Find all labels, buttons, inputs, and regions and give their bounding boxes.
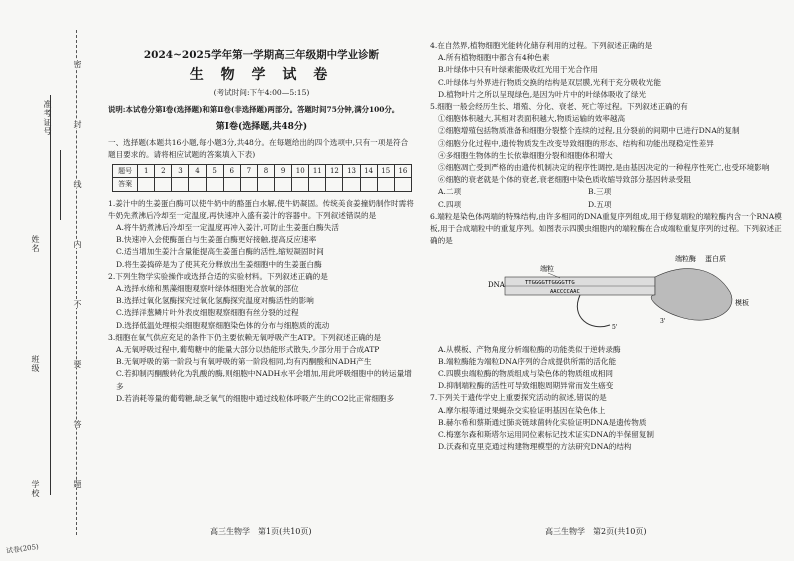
answer-cell[interactable] [240, 178, 257, 191]
telomerase-label: 端粒酶 [675, 255, 696, 264]
option-d: D.选择低温处理根尖细胞观察细胞染色体的分布与细胞质的流动 [116, 320, 330, 330]
table-cell: 9 [275, 165, 292, 178]
answer-cell[interactable] [223, 178, 240, 191]
question-7 [430, 392, 785, 453]
table-cell: 12 [326, 165, 343, 178]
option-b: B.端粒酶能为端粒DNA序列的合成提供所需的活化能 [438, 356, 617, 366]
answer-cell[interactable] [155, 178, 172, 191]
option-a: A.将牛奶煮沸后冷却至一定温度再冲入姜汁,可防止生姜蛋白酶失活 [116, 223, 339, 233]
answer-cell[interactable] [377, 178, 394, 191]
table-cell: 10 [292, 165, 309, 178]
option-d: D.植物叶片之所以呈现绿色,是因为叶片中的叶绿体吸收了绿光 [438, 89, 647, 99]
name-label: 姓名 [31, 235, 40, 253]
option-a: A.所有植物细胞中都含有4种色素 [438, 53, 550, 63]
option-c: C.若抑制丙酮酸转化为乳酸的酶,则细胞中NADH水平会增加,用此呼吸细胞中的转运量增多 [116, 369, 412, 391]
cut-char-1: 密 [73, 60, 82, 68]
question-stem: 6.端粒是染色体两端的特殊结构,由许多相同的DNA重复序列组成,用于修复端粒的端粒酶内含一个RNA模板,用于合成端粒中的重复序列。如图表示四膜虫细胞内的端粒酶在合成端粒重复序列的过程。下列叙述正确的是 [430, 211, 782, 246]
template-label: 模板 [735, 299, 749, 308]
question-stem: 7.下列关于遗传学史上重要探究活动的叙述,错误的是 [430, 393, 607, 403]
answer-cell[interactable] [189, 178, 206, 191]
cut-char-2: 封 [73, 120, 82, 128]
cut-char-8: 题 [73, 480, 82, 488]
statement-4: ④多细胞生物体的生长依靠细胞分裂和细胞体积增大 [438, 150, 613, 160]
choice-row-2 [430, 199, 785, 211]
section-title: 第Ⅰ卷(选择题,共48分) [215, 121, 308, 132]
option-b: B.选择过氧化氢酶探究过氧化氢酶探究温度对酶活性的影响 [116, 296, 314, 306]
question-6 [430, 211, 785, 393]
protein-label: 蛋白质 [705, 255, 726, 264]
answer-cell[interactable] [309, 178, 326, 191]
choice-c: C.四项 [438, 199, 462, 209]
seal-cut-line [76, 30, 77, 535]
info-line [50, 95, 51, 495]
option-c: C.适当增加生姜汁含量能提高生姜蛋白酶的活性,缩短凝固时间 [116, 247, 324, 257]
table-cell: 7 [240, 165, 257, 178]
option-b: B.叶绿体中只有叶绿素能吸收红光用于光合作用 [438, 65, 598, 75]
option-b: B.赫尔希和蔡斯通过肺炎链球菌转化实验证明DNA是遗传物质 [438, 417, 647, 427]
answer-table-answer-row [113, 178, 412, 191]
question-4 [430, 40, 785, 101]
answer-cell[interactable] [343, 178, 360, 191]
footer-right: 高三生物学 第2页(共10页) [545, 527, 647, 536]
question-1 [108, 198, 415, 271]
table-cell: 15 [377, 165, 394, 178]
exam-time: (考试时间:下午4:00—5:15) [213, 88, 310, 98]
option-a: A.摩尔根等通过果蝇杂交实验证明基因在染色体上 [438, 405, 606, 415]
table-cell: 6 [223, 165, 240, 178]
instructions: 说明:本试卷分第Ⅰ卷(选择题)和第Ⅱ卷(非选择题)两部分。答题时间75分钟,满分100分。 [108, 104, 400, 114]
table-cell: 11 [309, 165, 326, 178]
question-stem: 3.细胞在氧气供应充足的条件下仍主要依赖无氧呼吸产生ATP。下列叙述正确的是 [108, 332, 382, 342]
sequence-top: TTGGGGTTGGGGTTG [525, 280, 575, 287]
prime-5-label: 5' [612, 324, 618, 332]
statement-2: ②细胞增殖包括物质准备和细胞分裂整个连续的过程,且分裂前的间期中已进行DNA的复制 [438, 126, 740, 136]
statement-6: ⑥细胞的衰老就是个体的衰老,衰老细胞中染色质收缩导致部分基因转录受阻 [438, 175, 692, 185]
cut-char-5: 不 [73, 300, 82, 308]
table-header-number: 题号 [113, 165, 138, 178]
dna-label: DNA [488, 281, 505, 290]
question-3 [108, 332, 415, 405]
option-d: D.将生姜捣碎是为了使其充分释放出生姜细胞中的生姜蛋白酶 [116, 259, 322, 269]
question-5 [430, 101, 785, 211]
answer-cell[interactable] [257, 178, 274, 191]
answer-cell[interactable] [172, 178, 189, 191]
answer-cell[interactable] [138, 178, 155, 191]
option-a: A.无氧呼吸过程中,葡萄糖中的能量大部分以热能形式散失,少部分用于合成ATP [116, 345, 380, 355]
cut-char-7: 答 [73, 420, 82, 428]
prime-3-label: 3' [660, 318, 666, 326]
answer-table-number-row [113, 165, 412, 178]
telomerase-body [651, 269, 732, 321]
option-b: B.快速冲入会使酶蛋白与生姜蛋白酶更好接触,提高反应速率 [116, 235, 317, 245]
cut-char-3: 线 [73, 180, 82, 188]
table-cell: 14 [360, 165, 377, 178]
table-cell: 16 [394, 165, 411, 178]
binding-margin [0, 0, 100, 561]
answer-cell[interactable] [275, 178, 292, 191]
corner-note: 试卷(205) [5, 542, 40, 556]
answer-cell[interactable] [360, 178, 377, 191]
option-c: C.梅塞尔森和斯塔尔运用同位素标记技术证实DNA的半保留复制 [438, 430, 655, 440]
option-a: A.选择水绵和黑藻细胞观察叶绿体细胞光合放氧的部位 [116, 284, 299, 294]
option-c: C.叶绿体与外界进行物质交换的结构是双层膜,光利于充分吸收光能 [438, 77, 661, 87]
table-header-answer: 答案 [113, 178, 138, 191]
school-label: 学校 [31, 480, 40, 498]
cut-char-6: 要 [73, 360, 82, 368]
statement-1: ①细胞体积越大,其相对表面积越大,物质运输的效率越高 [438, 114, 626, 124]
subject-title: 生 物 学 试 卷 [189, 67, 334, 84]
answer-table [112, 164, 412, 191]
choice-a: A.二项 [438, 187, 462, 197]
table-cell: 2 [155, 165, 172, 178]
answer-cell[interactable] [326, 178, 343, 191]
statement-3: ③细胞分化过程中,遗传物质发生改变导致细胞的形态、结构和功能出现稳定性差异 [438, 138, 714, 148]
exam-title: 2024~2025学年第一学期高三年级期中学业诊断 [143, 49, 380, 61]
table-cell: 1 [138, 165, 155, 178]
class-label: 班级 [31, 355, 40, 373]
section-intro: 一、选择题(本题共16小题,每小题3分,共48分。在每题给出的四个选项中,只有一项是符合题目要求的。请将相应试题的答案填入下表) [108, 137, 409, 160]
choice-b: B.三项 [588, 187, 612, 197]
option-d: D.若消耗等量的葡萄糖,缺乏氧气的细胞中通过线粒体呼吸产生的CO2比正常细胞多 [116, 393, 395, 403]
question-stem: 4.在自然界,植物细胞光能转化储存利用的过程。下列叙述正确的是 [430, 41, 653, 50]
exam-no-label: 准考证号 [43, 100, 52, 136]
choice-d: D.五项 [588, 199, 612, 209]
choice-row-1 [430, 186, 785, 198]
question-stem: 1.姜汁中的生姜蛋白酶可以使牛奶中的酪蛋白水解,使牛奶凝固。传统美食姜撞奶制作时需将牛奶先煮沸后冷却至一定温度,再快速冲入盛有姜汁的容器中。下列叙述错误的是 [108, 198, 414, 220]
cut-char-4: 内 [73, 240, 82, 248]
table-cell: 8 [257, 165, 274, 178]
option-d: D.沃森和克里克通过构建物理模型的方法研究DNA的结构 [438, 442, 632, 452]
option-d: D.抑制端粒酶的活性可导致细胞周期异常而发生癌变 [438, 381, 614, 391]
sequence-bottom: AACCCCAAC [550, 289, 580, 296]
exam-no-line [60, 150, 61, 220]
option-c: C.选择洋葱鳞片叶外表皮细胞观察细胞有丝分裂的过程 [116, 308, 299, 318]
table-cell: 5 [206, 165, 223, 178]
question-stem: 5.细胞一般会经历生长、增殖、分化、衰老、死亡等过程。下列叙述正确的有 [430, 102, 688, 112]
strand-tail [577, 295, 610, 327]
question-2 [108, 271, 415, 332]
answer-cell[interactable] [394, 178, 411, 191]
option-a: A.从模板、产物角度分析端粒酶的功能类似于逆转录酶 [438, 344, 621, 354]
answer-cell[interactable] [292, 178, 309, 191]
answer-cell[interactable] [206, 178, 223, 191]
telomere-label: 端粒 [540, 265, 554, 274]
statement-5: ⑤细胞凋亡受到严格的由遗传机制决定的程序性调控,是由基因决定的一种程序性死亡,也受环境影响 [438, 163, 770, 173]
table-cell: 3 [172, 165, 189, 178]
right-column [430, 40, 785, 453]
question-stem: 2.下列生物学实验操作或选择合适的实验材料。下列叙述正确的是 [108, 271, 328, 281]
table-cell: 4 [189, 165, 206, 178]
left-column [108, 45, 415, 405]
option-c: C.四膜虫端粒酶的物质组成与染色体的物质组成相同 [438, 369, 614, 379]
telomerase-diagram [430, 247, 785, 339]
footer-left: 高三生物学 第1页(共10页) [210, 527, 312, 536]
table-cell: 13 [343, 165, 360, 178]
option-b: B.无氧呼吸的第一阶段与有氧呼吸的第一阶段相同,均有丙酮酸和NADH产生 [116, 357, 372, 367]
